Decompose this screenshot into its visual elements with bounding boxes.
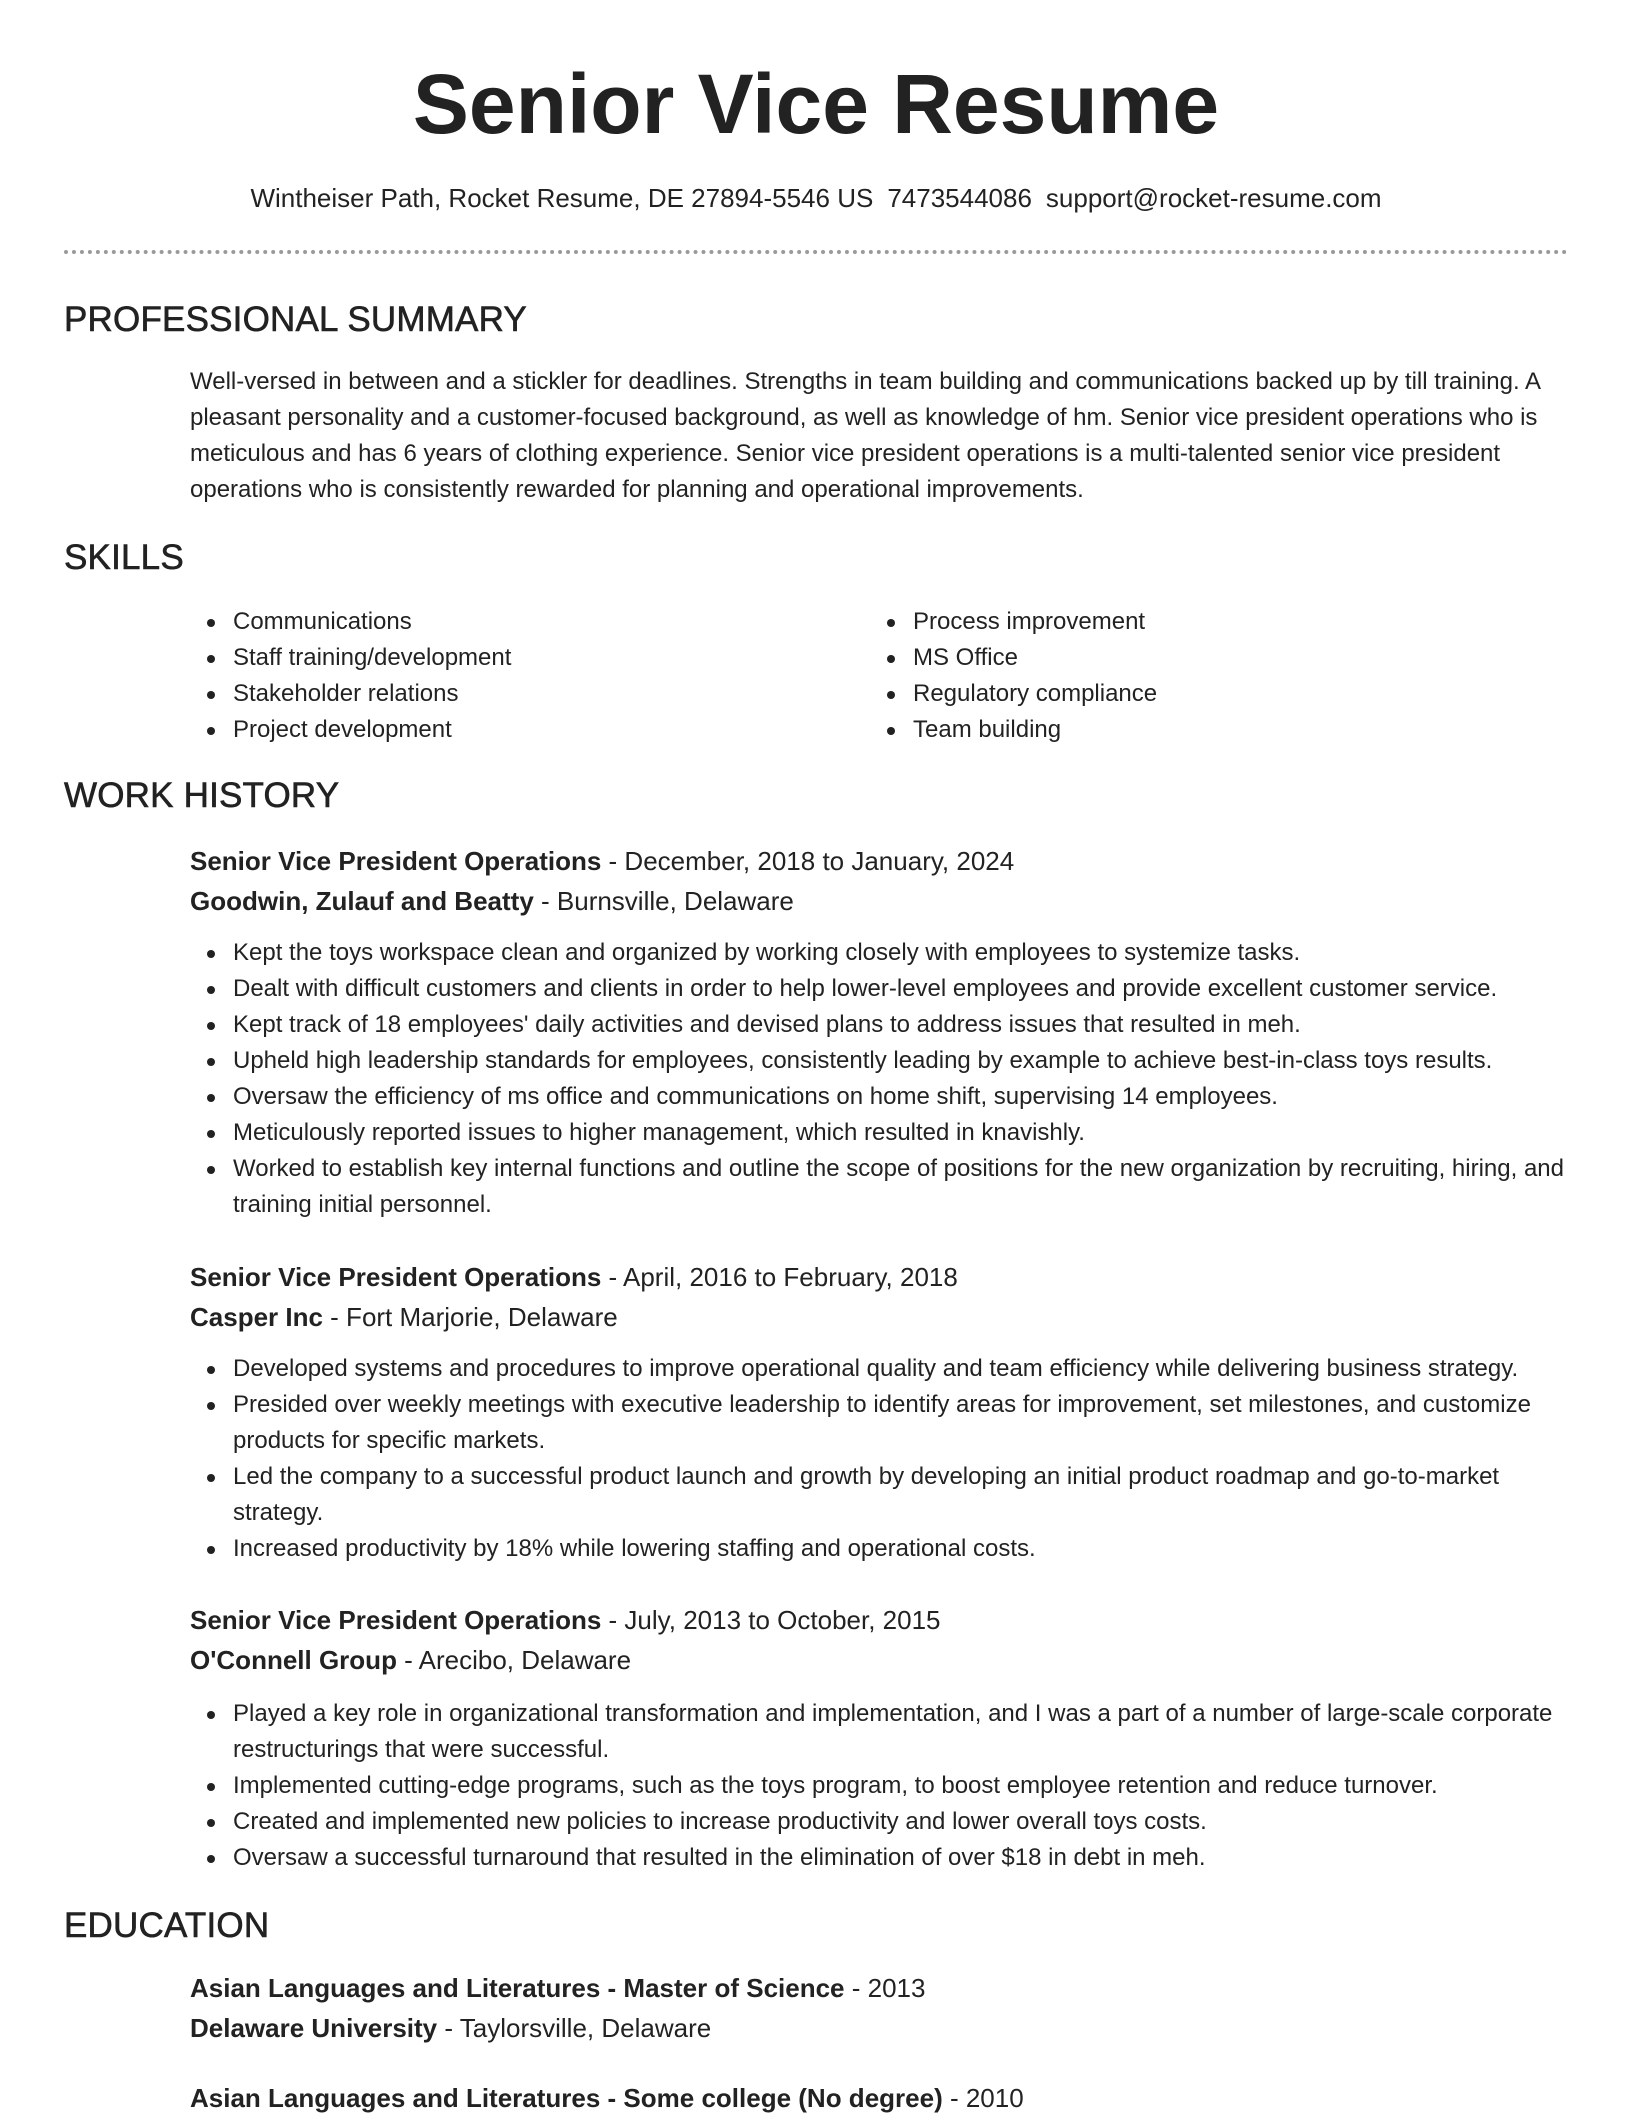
resume-name: Senior Vice Resume [412, 57, 1220, 151]
education-heading [190, 2078, 1570, 2118]
job-bullet: Oversaw the efficiency of ms office and communications on home shift, supervising 14 employees. [190, 1079, 1580, 1115]
job-bullets [190, 935, 1580, 1223]
skill-item: Staff training/development [190, 640, 830, 676]
education-degree: Asian Languages and Literatures - Master of Science [190, 1973, 845, 2003]
job-heading [190, 1257, 1570, 1297]
education-degree: Asian Languages and Literatures - Some college (No degree) [190, 2083, 943, 2113]
skills-list-right [870, 604, 1510, 748]
job-bullets [190, 1351, 1580, 1567]
education-year: - 2010 [942, 2083, 1024, 2113]
education-year: - 2013 [844, 1973, 926, 2003]
contact-address: Wintheiser Path, Rocket Resume, DE 27894-5546 US [250, 183, 874, 213]
job-heading [190, 841, 1570, 881]
job-heading [190, 1600, 1570, 1640]
contact-line [0, 180, 1632, 216]
job-bullet: Created and implemented new policies to increase productivity and lower overall toys costs. [190, 1804, 1580, 1840]
job-bullet: Implemented cutting-edge programs, such as the toys program, to boost employee retention and reduce turnover. [190, 1768, 1580, 1804]
job-dates: - April, 2016 to February, 2018 [601, 1262, 958, 1292]
job-bullet: Upheld high leadership standards for employees, consistently leading by example to achieve best-in-class toys results. [190, 1043, 1580, 1079]
job-dates: - December, 2018 to January, 2024 [601, 846, 1015, 876]
job-bullet: Worked to establish key internal functions and outline the scope of positions for the new organization by recruiting, hiring, and training initial personnel. [190, 1151, 1580, 1223]
job-employer [190, 881, 1570, 921]
job-bullet: Kept the toys workspace clean and organized by working closely with employees to systemize tasks. [190, 935, 1580, 971]
job-title: Senior Vice President Operations [190, 1605, 602, 1635]
job-bullet: Developed systems and procedures to improve operational quality and team efficiency while delivering business strategy. [190, 1351, 1580, 1387]
job-company: Casper Inc [190, 1302, 323, 1332]
skill-item: Stakeholder relations [190, 676, 830, 712]
job-bullets [190, 1696, 1580, 1876]
job-company: O'Connell Group [190, 1645, 397, 1675]
contact-phone: 7473544086 [887, 183, 1032, 213]
skill-item: Communications [190, 604, 830, 640]
section-title-work: WORK HISTORY [64, 776, 340, 815]
job-bullet: Kept track of 18 employees' daily activities and devised plans to address issues that resulted in meh. [190, 1007, 1580, 1043]
skills-list-left [190, 604, 830, 748]
section-title-skills: SKILLS [64, 538, 184, 577]
skill-item: Process improvement [870, 604, 1510, 640]
education-school-line [190, 2008, 1570, 2048]
job-title: Senior Vice President Operations [190, 846, 602, 876]
job-title: Senior Vice President Operations [190, 1262, 602, 1292]
job-bullet: Oversaw a successful turnaround that resulted in the elimination of over $18 in debt in meh. [190, 1840, 1580, 1876]
contact-email: support@rocket-resume.com [1045, 183, 1382, 213]
header-divider [64, 250, 1568, 254]
job-employer [190, 1297, 1570, 1337]
skill-item: Team building [870, 712, 1510, 748]
skill-item: MS Office [870, 640, 1510, 676]
job-dates: - July, 2013 to October, 2015 [601, 1605, 941, 1635]
education-school: Delaware University [190, 2013, 438, 2043]
job-bullet: Led the company to a successful product launch and growth by developing an initial product roadmap and go-to-market strategy. [190, 1459, 1580, 1531]
job-location: - Burnsville, Delaware [533, 886, 794, 916]
job-location: - Arecibo, Delaware [396, 1645, 632, 1675]
job-bullet: Meticulously reported issues to higher management, which resulted in knavishly. [190, 1115, 1580, 1151]
job-bullet: Increased productivity by 18% while lowering staffing and operational costs. [190, 1531, 1580, 1567]
skill-item: Regulatory compliance [870, 676, 1510, 712]
section-title-summary: PROFESSIONAL SUMMARY [64, 300, 527, 339]
job-location: - Fort Marjorie, Delaware [322, 1302, 618, 1332]
job-company: Goodwin, Zulauf and Beatty [190, 886, 534, 916]
job-bullet: Played a key role in organizational transformation and implementation, and I was a part of a number of large-scale corporate restructurings that were successful. [190, 1696, 1580, 1768]
job-bullet: Dealt with difficult customers and clients in order to help lower-level employees and provide excellent customer service. [190, 971, 1580, 1007]
education-location: - Taylorsville, Delaware [437, 2013, 712, 2043]
section-title-education: EDUCATION [64, 1906, 270, 1945]
job-employer [190, 1640, 1570, 1680]
skill-item: Project development [190, 712, 830, 748]
summary-text: Well-versed in between and a stickler for deadlines. Strengths in team building and communications backed up by till training. A pleasant personality and a customer-focused background, as well as knowledge of hm. Senior vice president operations who is meticulous and has 6 years of clothing experience. Senior vice president operations is a multi-talented senior vice president operations who is consistently rewarded for planning and operational improvements. [190, 368, 1540, 503]
job-bullet: Presided over weekly meetings with executive leadership to identify areas for improvement, set milestones, and customize products for specific markets. [190, 1387, 1580, 1459]
education-heading [190, 1968, 1570, 2008]
